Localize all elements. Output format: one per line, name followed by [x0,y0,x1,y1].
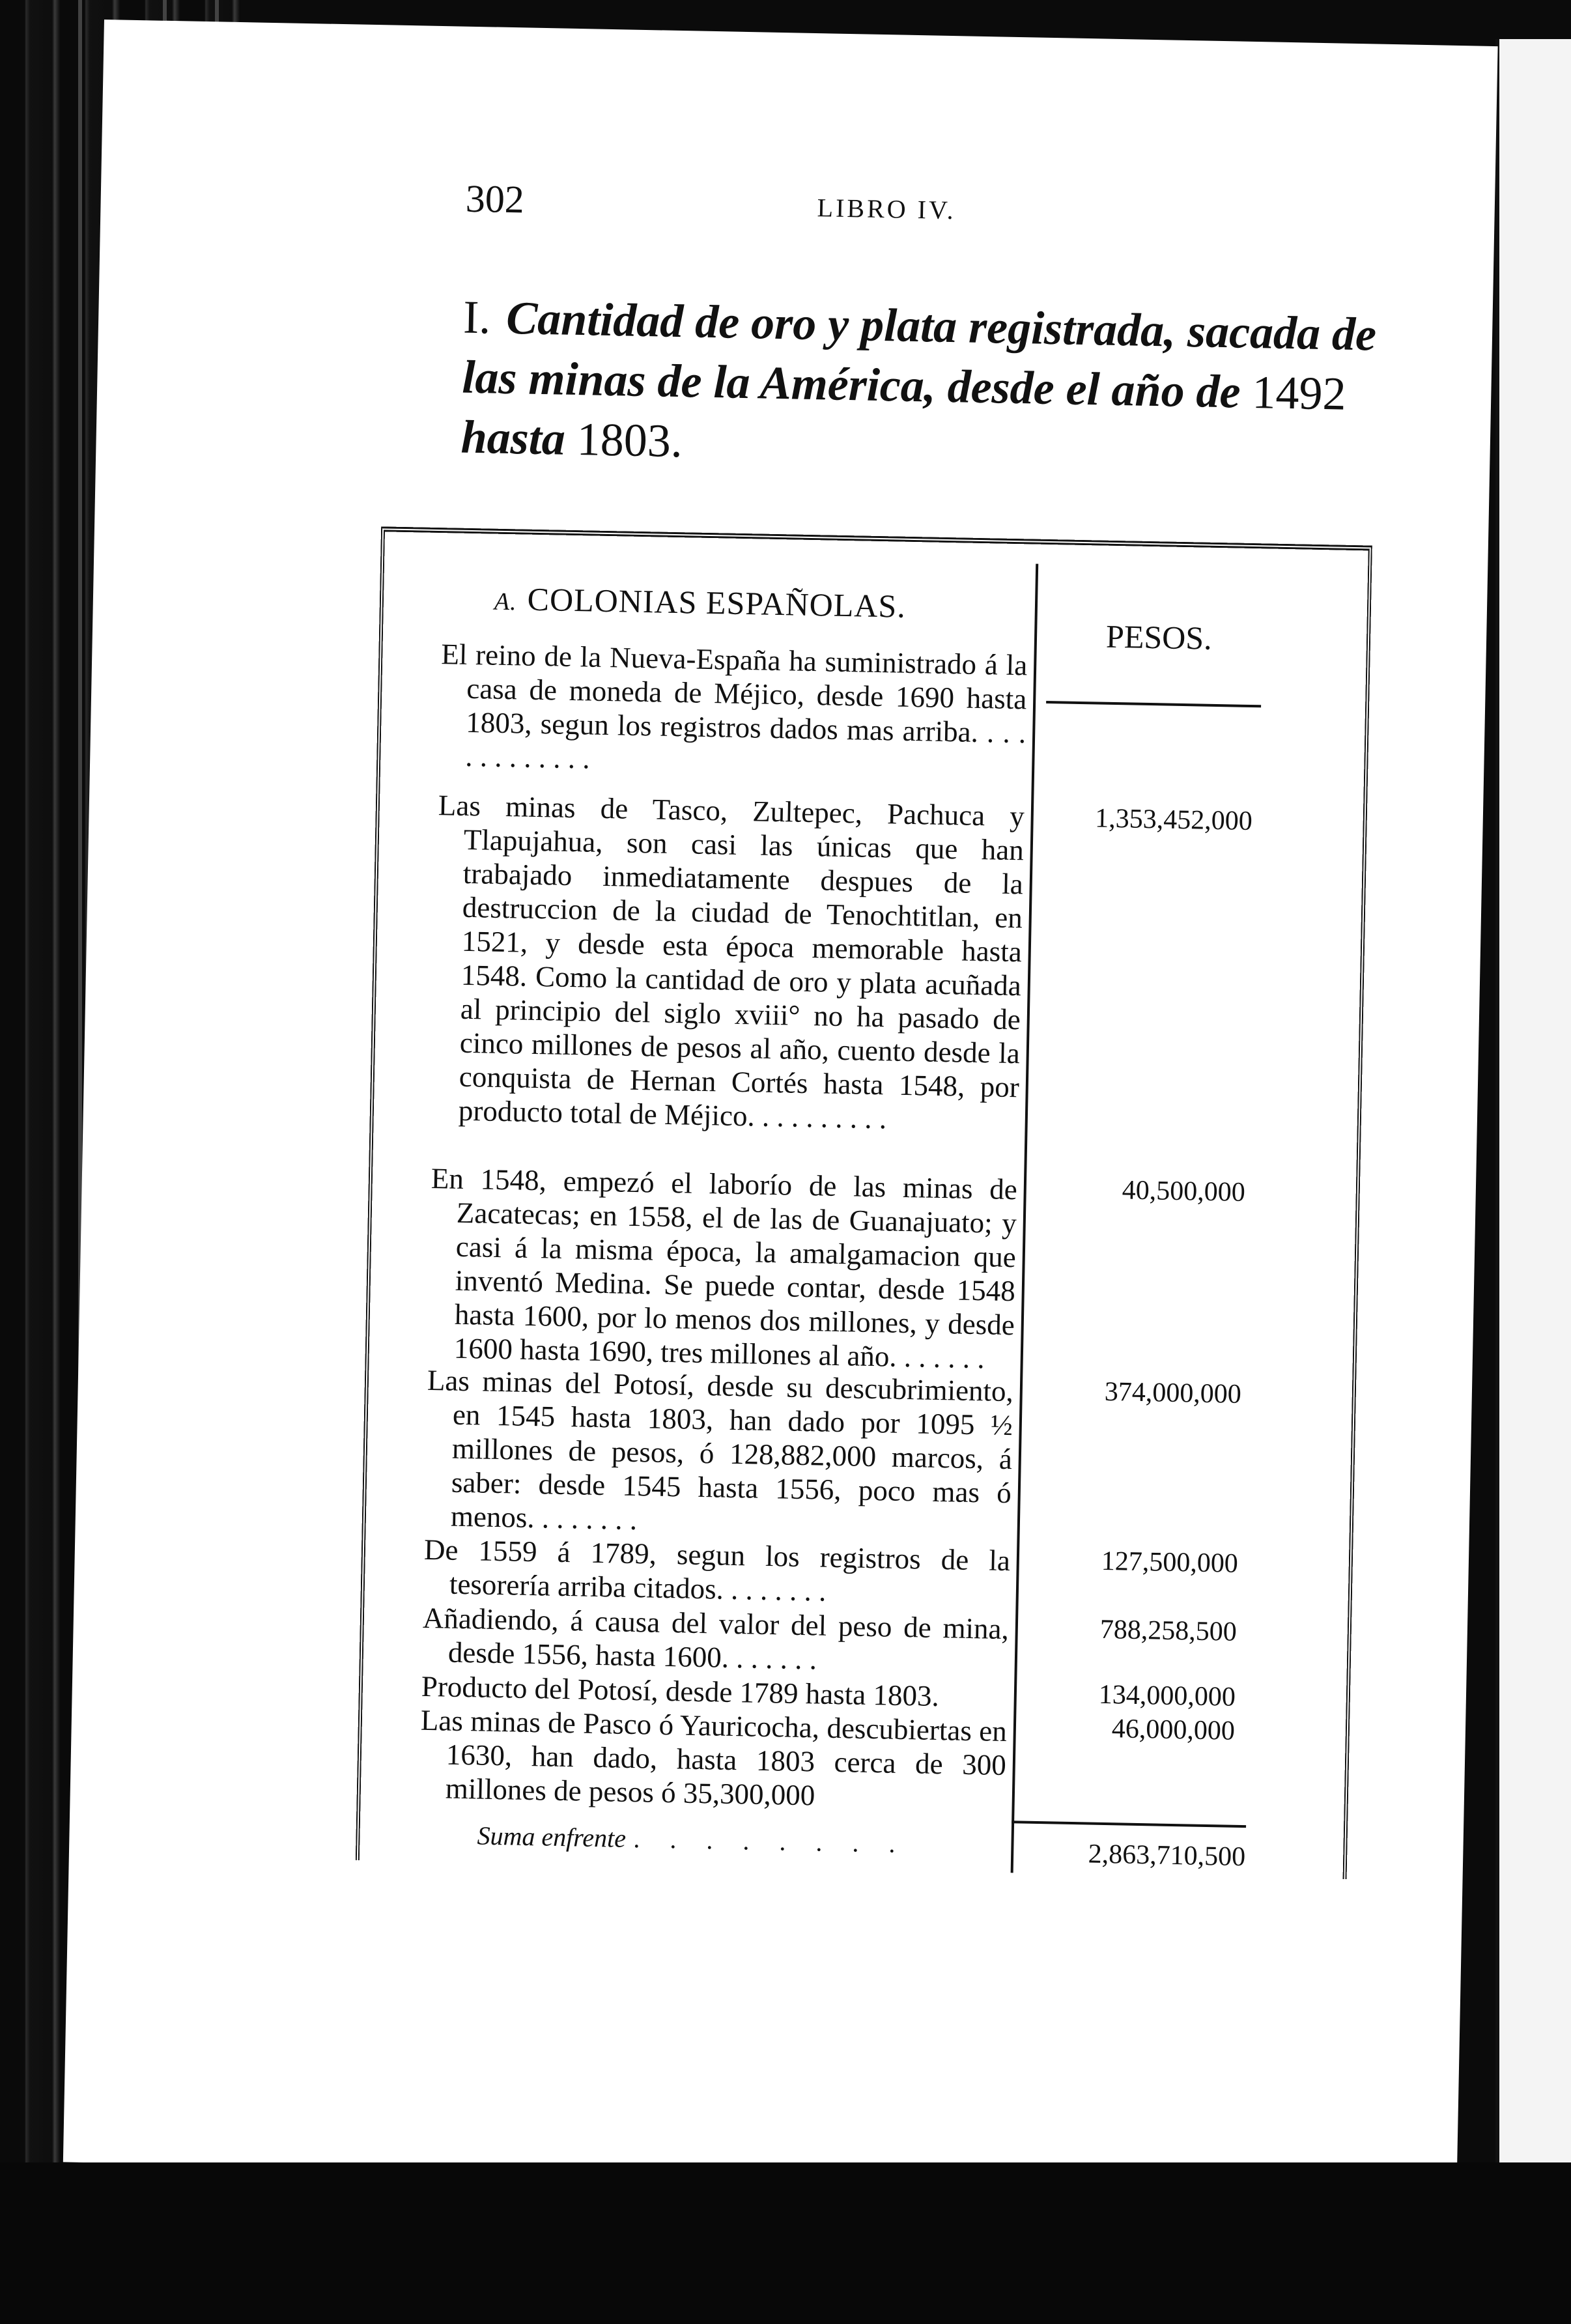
entry-value: 1,353,452,000 [1094,803,1253,837]
sum-leader-dots: . . . . . . . . [633,1824,907,1859]
section-heading-text: COLONIAS ESPAÑOLAS. [527,580,907,625]
scan-bottom-shadow [0,2162,1571,2324]
entry-value [1025,1782,1234,1786]
entry-value: 46,000,000 [1111,1714,1236,1746]
running-head: LIBRO IV. [817,193,957,225]
entry-value: 788,258,500 [1099,1614,1238,1647]
page-header [465,177,1183,249]
section-letter: A. [494,588,518,616]
table-section-heading [494,580,906,625]
table-entry: De 1559 á 1789, segun los registros de la tesorería arriba citados. . . . . . . . [423,1533,1011,1608]
title-year-end: 1803. [576,413,683,468]
next-page-edge [1495,39,1571,2189]
entry-value: 134,000,000 [1098,1679,1236,1712]
table-entry: Añadiendo, á causa del valor del peso de mina, desde 1556, hasta 1600. . . . . . . [422,1601,1010,1676]
entry-value: 374,000,000 [1104,1376,1242,1410]
page-number: 302 [465,177,525,221]
table-entry: Producto del Potosí, desde 1789 hasta 1803. [421,1669,940,1713]
book-page [63,20,1498,2189]
table-entry: En 1548, empezó el laborío de las minas de Zacatecas; en 1558, el de las de Guanajuato; y casi á la misma época, la amalgamacion que inventó Medina. Se puede contar, desde 1548 hasta 1600, por lo menos dos millones, y desde 1600 hasta 1690, tres millones al año. . . . . . . [431,1161,1018,1375]
pesos-header-rule [1046,701,1261,707]
section-title [460,287,1441,486]
entry-value: 40,500,000 [1122,1175,1246,1208]
sum-rule [1012,1821,1246,1828]
table-entry: Las minas del Potosí, desde su descubrimiento, en 1545 hasta 1803, han dado por 1095 ½ millones de pesos, ó 128,882,000 marcos, á saber: desde 1545 hasta 1556, poco mas ó menos. . . . . . . . [427,1363,1014,1537]
title-until: hasta [460,410,566,465]
table-entry: El reino de la Nueva-España ha suministrado á la casa de moneda de Méjico, desde 1690 hasta 1803, segun los registros dados mas arriba. . . . . . . . . . . . . [440,638,1028,775]
table-entry: Las minas de Tasco, Zultepec, Pachuca y Tlapujahua, son casi las únicas que han trabajado inmediatamente despues de la destruccion de la ciudad de Tenochtitlan, en 1521, y desde esta época memorable hasta 1548. Como la cantidad de oro y plata acuñada al principio del siglo xviii° no ha pasado de cinco millones de pesos al año, cuento desde la conquista de Hernan Cortés hasta 1548, por producto total de Méjico. . . . . . . . . . [438,789,1025,1135]
entry-value: 127,500,000 [1101,1546,1239,1579]
sum-label: Suma enfrente [477,1821,627,1853]
section-title-text: Cantidad de oro y plata registrada, sacada de las minas de la América, desde el año de [461,291,1377,418]
title-year-start: 1492 [1251,365,1347,420]
section-number: I. [462,290,492,344]
table-entry: Las minas de Pasco ó Yauricocha, descubiertas en 1630, han dado, hasta 1803 cerca de 300 millones de pesos ó 35,300,000 [420,1703,1008,1812]
value-column-heading: PESOS. [1105,617,1213,657]
data-table [356,526,1372,1879]
sum-value: 2,863,710,500 [1088,1839,1246,1873]
